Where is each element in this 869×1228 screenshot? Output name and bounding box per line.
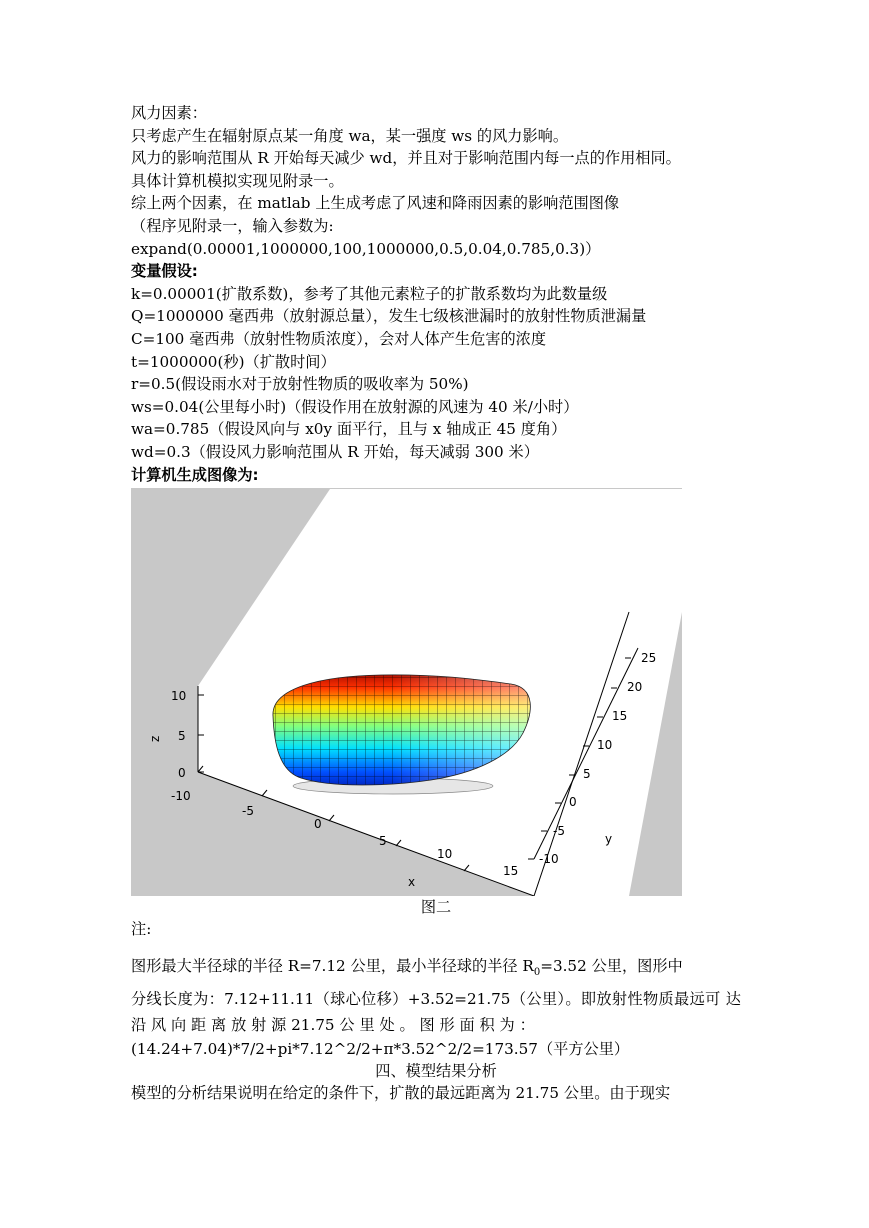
- x-axis-label: x: [408, 875, 416, 890]
- y-tick: 0: [569, 795, 577, 810]
- assumption-k: k=0.00001(扩散系数)，参考了其他元素粒子的扩散系数均为此数量级: [131, 284, 608, 303]
- x-tick: -5: [242, 804, 254, 819]
- code-line: expand(0.00001,1000000,100,1000000,0.5,0.04,0.785,0.3)）: [131, 239, 601, 258]
- note-text: 图形最大半径球的半径 R=7.12 公里，最小半径球的半径 R: [131, 956, 534, 975]
- z-axis-label: z: [148, 735, 162, 743]
- z-tick: 5: [178, 729, 186, 744]
- y-axis-label: y: [605, 832, 613, 847]
- surface-plot: [131, 488, 682, 896]
- area-formula: (14.24+7.04)*7/2+pi*7.12^2/2+π*3.52^2/2=173.57（平方公里）: [131, 1039, 630, 1058]
- document-page: [131, 102, 741, 1105]
- paragraph: （程序见附录一，输入参数为:: [131, 216, 334, 235]
- y-tick: -10: [539, 852, 559, 867]
- y-tick: 25: [641, 651, 657, 666]
- x-tick: 15: [503, 864, 519, 879]
- paragraph: 风力因素：: [131, 104, 207, 122]
- paragraph: 风力的影响范围从 R 开始每天减少 wd，并且对于影响范围内每一点的作用相同。: [131, 149, 681, 168]
- y-tick: 20: [627, 680, 643, 695]
- y-tick: 15: [612, 709, 628, 724]
- x-tick: -10: [171, 789, 191, 804]
- y-tick: 10: [597, 738, 613, 753]
- figure-caption: 图二: [420, 898, 452, 917]
- note-paragraph: 分线长度为：7.12+11.11（球心位移）+3.52=21.75（公里）。即放射性物质最远可 达 沿 风 向 距 离 放 射 源 21.75 公 里 处 。 图 形 面 积 为 ：: [131, 989, 741, 1034]
- y-tick: 5: [583, 767, 591, 782]
- assumption-t: t=1000000(秒)（扩散时间）: [131, 352, 336, 371]
- x-tick: 10: [437, 847, 453, 862]
- paragraph: 具体计算机模拟实现见附录一。: [131, 171, 344, 190]
- y-tick: -5: [553, 824, 565, 839]
- paragraph: 只考虑产生在辐射原点某一角度 wa，某一强度 ws 的风力影响。: [131, 126, 569, 145]
- x-tick: 0: [314, 817, 322, 832]
- z-tick: 0: [178, 766, 186, 781]
- section-heading: 计算机生成图像为:: [131, 465, 259, 484]
- z-tick: 10: [171, 689, 187, 704]
- paragraph: 综上两个因素，在 matlab 上生成考虑了风速和降雨因素的影响范围图像: [131, 194, 620, 213]
- assumption-ws: ws=0.04(公里每小时)（假设作用在放射源的风速为 40 米/小时）: [131, 397, 579, 416]
- assumption-c: C=100 毫西弗（放射性物质浓度），会对人体产生危害的浓度: [131, 329, 547, 348]
- assumption-wd: wd=0.3（假设风力影响范围从 R 开始，每天减弱 300 米）: [131, 442, 539, 461]
- note-label: 注:: [131, 920, 152, 939]
- section-title: 四、模型结果分析: [375, 1062, 497, 1081]
- surface-figure: [131, 488, 682, 896]
- note-text: =3.52 公里，图形中: [540, 956, 683, 975]
- x-tick: 5: [379, 834, 387, 849]
- assumption-q: Q=1000000 毫西弗（放射源总量），发生七级核泄漏时的放射性物质泄漏量: [131, 307, 647, 326]
- note-subscript: 0: [533, 966, 541, 978]
- paragraph: 模型的分析结果说明在给定的条件下，扩散的最远距离为 21.75 公里。由于现实: [131, 1084, 671, 1103]
- note-paragraph: [131, 953, 741, 986]
- assumption-wa: wa=0.785（假设风向与 x0y 面平行，且与 x 轴成正 45 度角）: [131, 420, 567, 439]
- section-heading: 变量假设:: [131, 262, 198, 281]
- assumption-r: r=0.5(假设雨水对于放射性物质的吸收率为 50%): [131, 375, 469, 394]
